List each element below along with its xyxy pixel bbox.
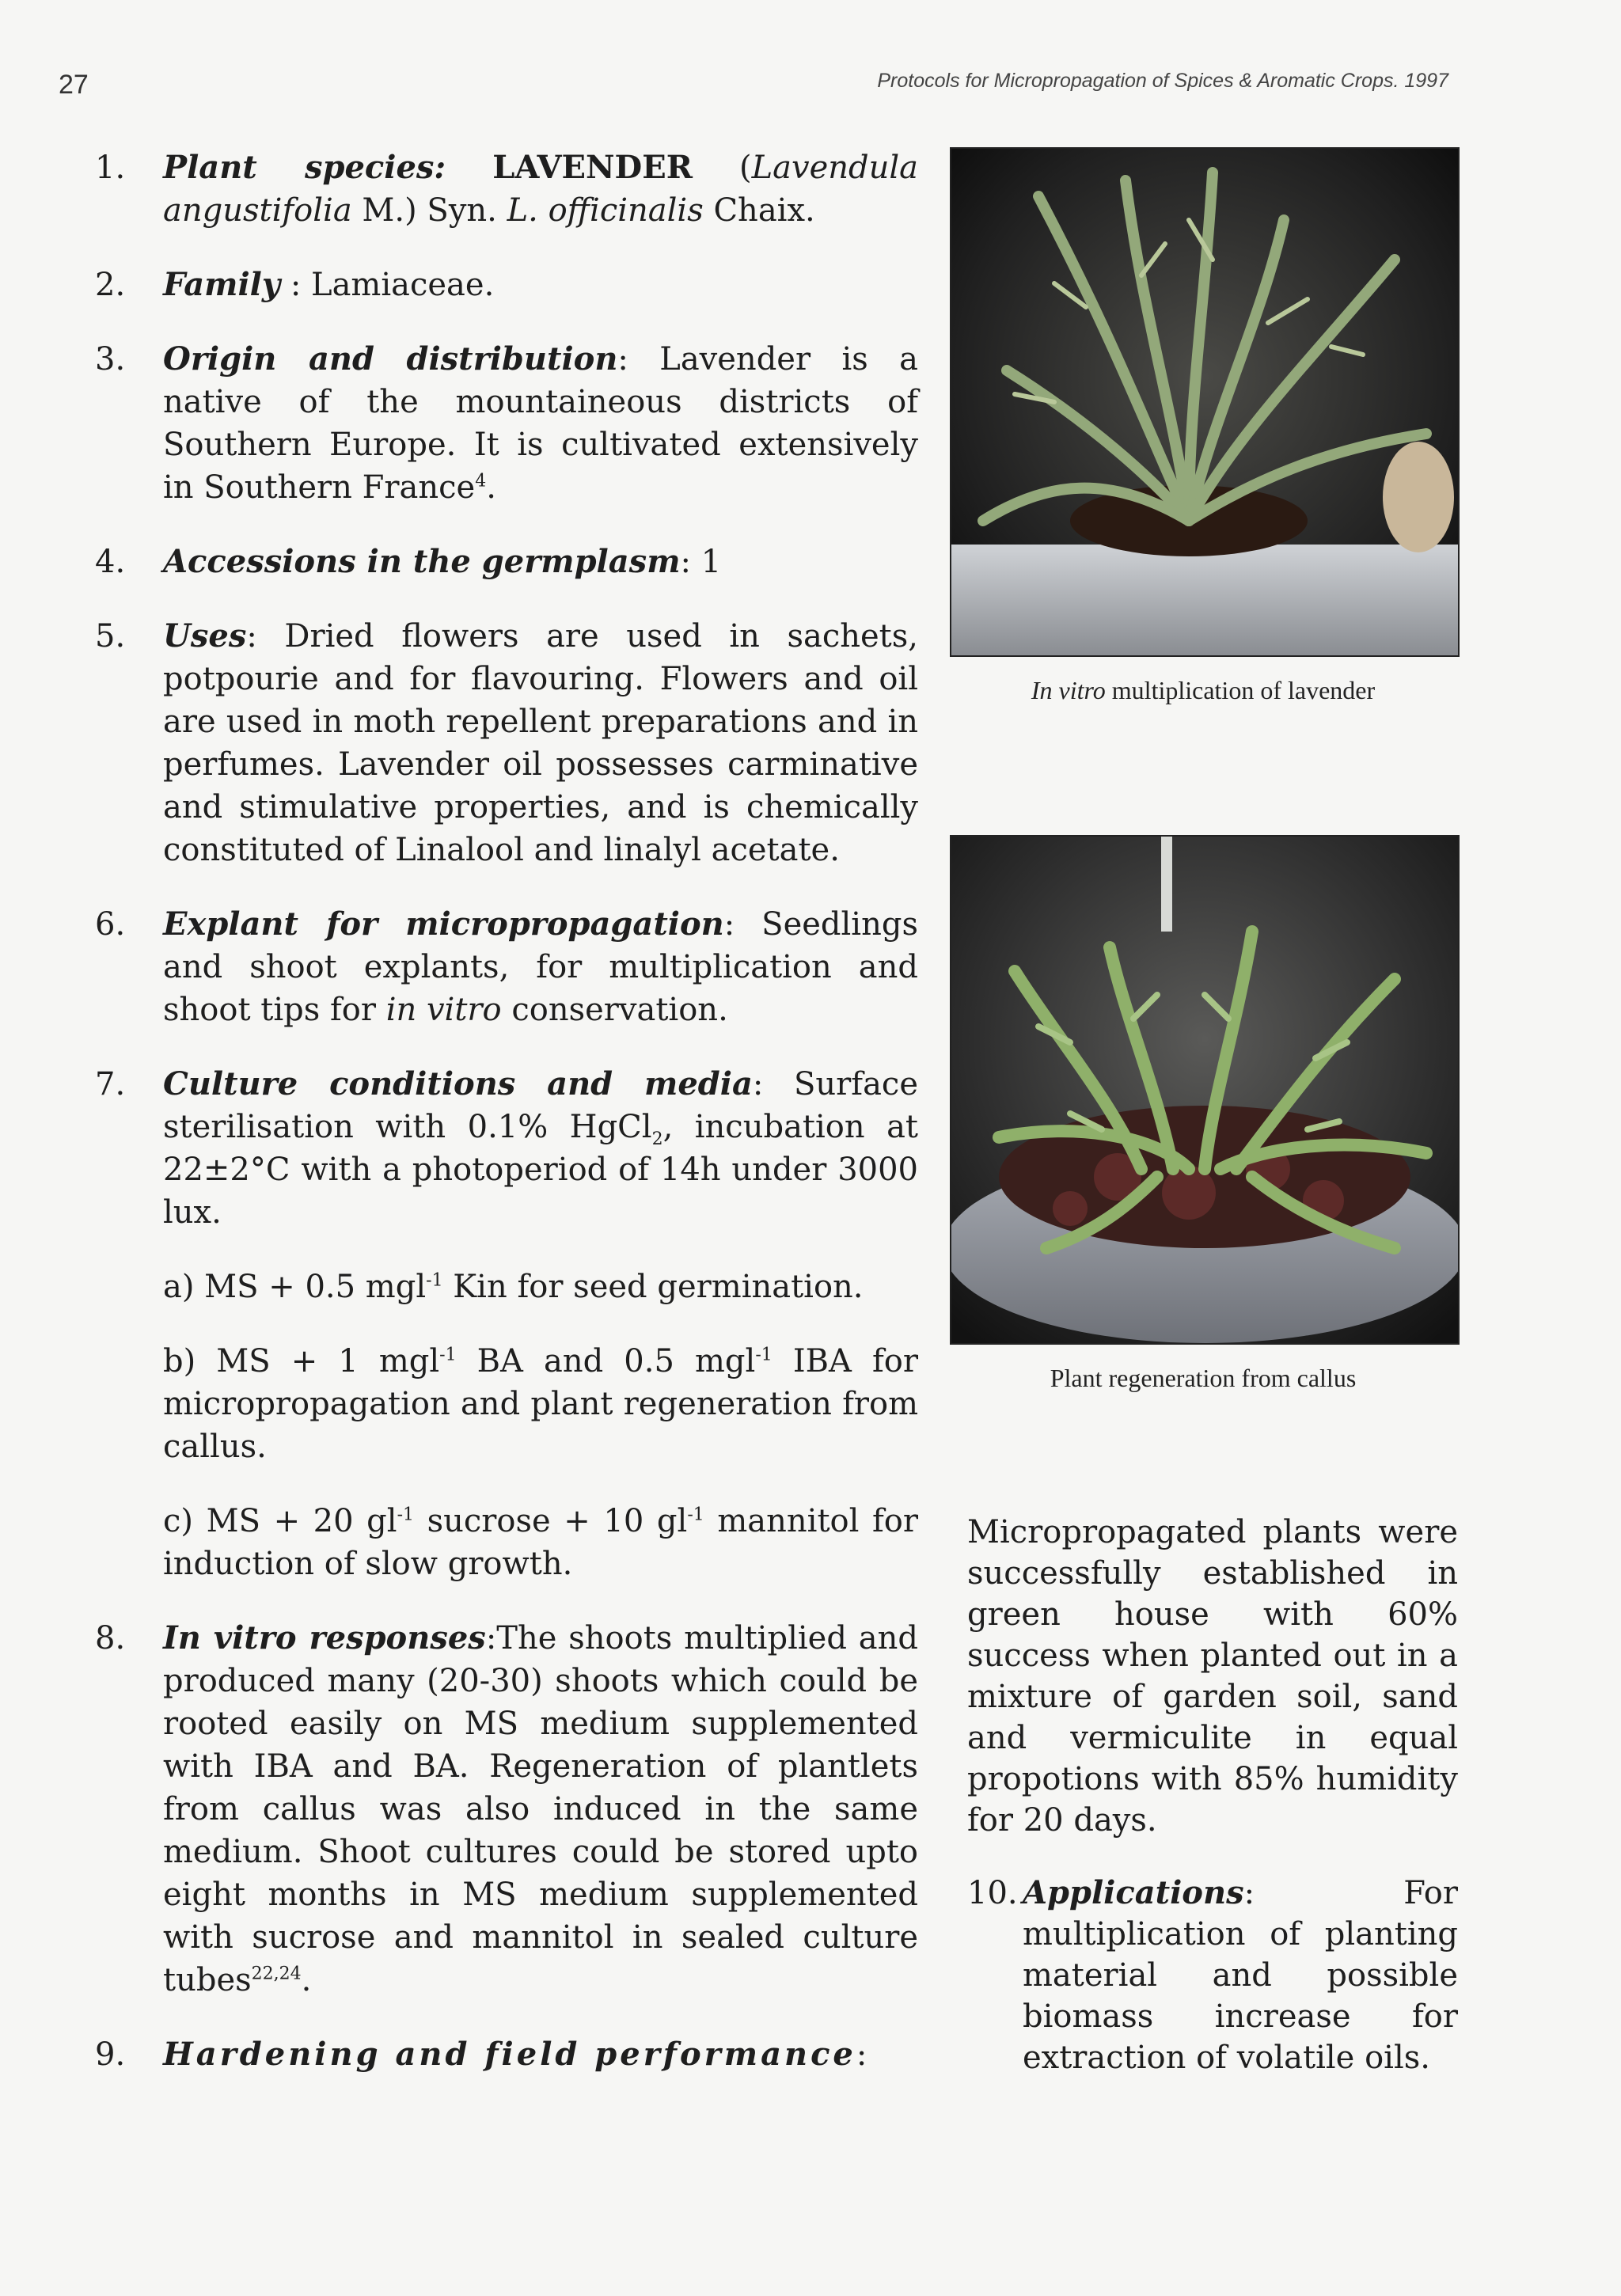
item-term: In vitro responses	[163, 1619, 486, 1657]
item-text: :The shoots multiplied and produced many (20-30) shoots which could be rooted easily on MS medium supplemented with IBA and BA. Regeneration of plantlets from callus was also induced in the same medium. Shoot cultures could be stored upto eight months in MS medium supplemented with sucrose and mannitol in sealed culture tubes	[163, 1620, 918, 1998]
item-text: : 1	[680, 544, 722, 580]
item-in-vitro-responses	[95, 1617, 918, 2002]
reference-mark: 22,24	[251, 1964, 302, 1984]
item-text-end: .	[486, 469, 496, 506]
item-number: 2.	[95, 267, 126, 303]
superscript: -1	[687, 1505, 704, 1525]
right-column	[967, 1512, 1458, 2110]
caption-italic: In vitro	[1031, 676, 1106, 704]
item-number: 4.	[95, 544, 126, 580]
item-applications	[967, 1873, 1458, 2078]
medium-text: a) MS + 0.5 mgl	[163, 1269, 427, 1305]
item-text: : Seedlings and shoot explants, for multiplication and shoot tips for	[163, 906, 918, 1028]
running-title: Protocols for Micropropagation of Spices & Aromatic Crops. 1997	[877, 70, 1448, 92]
superscript: -1	[439, 1345, 457, 1365]
medium-text: IBA for micropropagation and plant regeneration from callus.	[163, 1343, 918, 1465]
figure-plant-regeneration	[950, 835, 1456, 1393]
item-colon: :	[856, 2036, 867, 2073]
item-number: 7.	[95, 1066, 126, 1102]
medium-c	[95, 1500, 918, 1585]
medium-text: Kin for seed germination.	[442, 1269, 864, 1305]
item-explant	[95, 903, 918, 1031]
superscript: -1	[397, 1505, 415, 1525]
item-text-end: .	[301, 1962, 312, 1998]
item-term: Applications	[1023, 1874, 1244, 1911]
item-number: 6.	[95, 906, 126, 943]
superscript: -1	[755, 1345, 773, 1365]
item-text-end: conservation.	[511, 992, 728, 1028]
item-text: , incubation at 22±2°C with a photoperiod of 14h under 3000 lux.	[163, 1109, 918, 1231]
medium-text: b) MS + 1 mgl	[163, 1343, 440, 1379]
item-term: Hardening and field performance	[163, 2036, 856, 2073]
item-term: Explant for micropropagation	[163, 905, 724, 943]
left-column	[95, 146, 918, 2108]
item-number: 5.	[95, 618, 126, 655]
medium-text: BA and 0.5 mgl	[456, 1343, 756, 1379]
author-text: M.) Syn.	[362, 192, 497, 229]
medium-b	[95, 1340, 918, 1468]
item-term: Plant species:	[163, 149, 446, 186]
item-term: Origin and distribution	[163, 340, 618, 378]
latin-name: Lavendula angustifolia	[163, 150, 919, 229]
item-text: : Dried flowers are used in sachets, potpourie and for flavouring. Flowers and oil are used in moth repellent preparations and in perfumes. Lavender oil possesses carminative and stimulative properties, and is chemically constituted of Linalool and linalyl acetate.	[163, 618, 918, 868]
item-origin	[95, 338, 918, 509]
item-term: Uses	[163, 617, 247, 655]
item-number: 9.	[95, 2036, 126, 2073]
plant-name: LAVENDER	[492, 149, 693, 186]
medium-text: c) MS + 20 gl	[163, 1503, 397, 1539]
item-text: : For multiplication of planting material and possible biomass increase for extraction of volatile oils.	[1023, 1875, 1458, 2076]
item-number: 10.	[967, 1875, 1018, 1911]
item-number: 1.	[95, 150, 126, 186]
item-term: Accessions in the germplasm	[163, 543, 681, 580]
figure-in-vitro-multiplication	[950, 147, 1456, 705]
photo-lavender-multiplication	[950, 147, 1460, 657]
item-text: : Lavender is a native of the mountaineous districts of Southern Europe. It is cultivated extensively in Southern France	[163, 341, 918, 506]
superscript: -1	[426, 1270, 443, 1291]
item-text: : Surface sterilisation with 0.1% HgCl	[163, 1066, 919, 1145]
item-number: 3.	[95, 341, 126, 378]
medium-text: sucrose + 10 gl	[414, 1503, 688, 1539]
caption-text: multiplication of lavender	[1105, 676, 1376, 704]
item-text: : Lamiaceae.	[290, 267, 495, 303]
page-number: 27	[59, 70, 89, 100]
figure-caption	[950, 676, 1456, 705]
medium-a	[95, 1266, 918, 1308]
item-plant-species: 1. Plant species: LAVENDER (Lavendula angustifolia M.) Syn. L. officinalis Chaix.	[95, 146, 918, 232]
italic-text: in vitro	[385, 992, 502, 1028]
medium-text: mannitol for induction of slow growth.	[163, 1503, 918, 1582]
item-number: 8.	[95, 1620, 126, 1657]
reference-mark: 4	[475, 471, 487, 491]
lavender-plantlet-image	[951, 149, 1458, 655]
synonym-name: L. officinalis	[507, 192, 704, 229]
item-uses	[95, 615, 918, 871]
author-text: Chaix.	[713, 192, 815, 229]
photo-regeneration-callus	[950, 835, 1460, 1345]
item-term: Culture conditions and media	[163, 1065, 753, 1102]
subscript: 2	[651, 1129, 663, 1149]
item-family	[95, 264, 918, 306]
callus-regeneration-image	[951, 837, 1458, 1343]
figure-caption: Plant regeneration from callus	[1050, 1364, 1357, 1392]
item-term: Family	[163, 266, 281, 303]
item-culture-conditions	[95, 1063, 918, 1234]
item-hardening	[95, 2033, 918, 2076]
item-accessions	[95, 541, 918, 583]
hardening-text: Micropropagated plants were successfully established in green house with 60% success when planted out in a mixture of garden soil, sand and vermiculite in equal propotions with 85% humidity for 20 days.	[967, 1514, 1458, 1839]
